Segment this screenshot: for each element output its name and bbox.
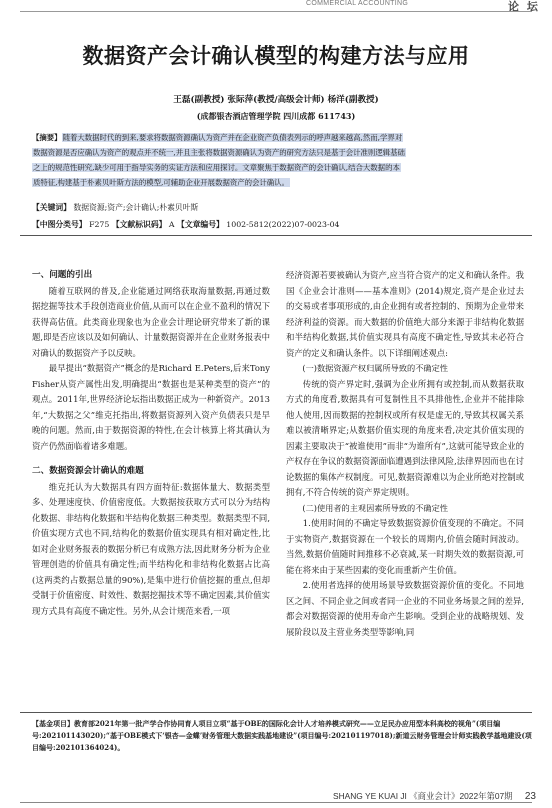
body-paragraph: 传统的资产界定时,强调为企业所拥有或控制,而从数据获取方式的角度看,数据具有可复制性且不具排他性,企业并不能排除他人使用,因而数据的控制权或所有权是虚无的,导致其权属关系难以被清晰界定;从数据价值实现的角度来看,决定其价值实现的因素主要取决于“被谁使用”而非“为谁所有”,这就可能导致企业的产权存在争议的数据资源面临遭遇到法律风险,法律界因而也在讨论数据的集体产权制度。可见,数据资源难以为企业所绝对控制或拥有,不符合传统的资产界定规则。: [286, 378, 524, 497]
section-label: 论 坛: [508, 0, 540, 13]
abstract-rule: [20, 235, 532, 236]
abstract-text: 数据资源是否应确认为资产的观点并不统一,并且主张将数据资源确认为资产的研究方法只是基于会计准则逻辑基础: [33, 148, 405, 157]
page-number: 23: [524, 791, 536, 802]
body-paragraph: 1.使用时间的不确定导致数据资源价值变现的不确定。不同于实物资产,数据资源在一个较长的周期内,价值会随时间波动。当然,数据价值随时间推移不必衰减,某一时期失效的数据资源,可能在将来由于某些因素的变化而重新产生价值。: [286, 518, 524, 575]
abstract-text: 随着大数据时代的到来,要求将数据资源确认为资产并在企业资产负债表列示的呼声越来越高,然而,学界对: [62, 133, 403, 142]
funding-text: 教育部2021年第一批产学合作协同育人项目立项“基于OBE的国际化会计人才培养模式研究——立足民办应用型本科高校的视角”(项目编号:202101143020);“基于OBE模式下‘银杏—金蝶’财务管理大数据实践基地建设”(项目编号:202101197018);新道云财务管理会计师实践教学基地建设(项目编号:202101364024)。: [32, 719, 532, 752]
body-paragraph: 2.使用者选择的使用场景导致数据资源价值的变化。不同地区之间、不同企业之间或者同一企业的不同业务场景之间的差异,都会对数据资源的使用寿命产生影响。受到企业的战略规划、发展阶段以及主营业务类型等影响,同: [286, 580, 524, 637]
keywords-label: 【关键词】: [32, 203, 71, 212]
classification-line: [32, 219, 340, 230]
keywords-text: 数据资源;资产;会计确认;朴素贝叶斯: [73, 203, 199, 212]
body-paragraph: 随着互联网的普及,企业能通过网络获取海量数据,再通过数据挖掘等技术手段创造商业价值,从而可以在企业不盈利的情况下获得高估值。此类商业现象也为企业会计理论研究带来了新的课题,即是否应该以及如何确认、计量数据资源并在企业财务报表中对确认的数据资产予以反映。: [32, 285, 270, 358]
journal-header-en: COMMERCIAL ACCOUNTING: [306, 0, 409, 7]
section-gap: [32, 454, 270, 464]
abstract-line: [32, 162, 401, 173]
funding-rule: [20, 712, 532, 713]
author-affiliation: (成都银杏酒店管理学院 四川成都 611743): [196, 111, 356, 121]
footer-journal-issue: 《商业会计》2022年第07期: [409, 791, 513, 801]
article-title: 数据资产会计确认模型的构建方法与应用: [82, 44, 470, 68]
body-paragraph: 经济资源若要被确认为资产,应当符合资产的定义和确认条件。我国《企业会计准则——基本准则》(2014)规定,资产是企业过去的交易或者事项形成的,由企业拥有或者控制的、预期为企业带来经济利益的资源。而大数据的价值绝大部分来源于非结构化数据和半结构化数据,其价值实现具有高度不确定性,导致其未必符合资产的定义和确认条件。以下详细阐述观点:: [286, 270, 524, 358]
footer-rule: [20, 802, 532, 803]
article-no-label: 【文章编号】: [177, 220, 224, 229]
cls-label: 【中图分类号】: [32, 220, 87, 229]
funding-note: [32, 718, 532, 754]
keywords: [32, 202, 198, 213]
doc-code-label: 【文献标识码】: [111, 220, 167, 229]
footer-journal-pinyin: SHANG YE KUAI JI: [333, 791, 407, 801]
section-heading: 一、问题的引出: [32, 270, 93, 280]
header-rule: [20, 11, 532, 12]
abstract-line: [32, 177, 290, 188]
body-paragraph: 最早提出“数据资产”概念的是Richard E.Peters,后来Tony Fisher从资产属性出发,明确提出“数据也是某种类型的资产”的观点。2011年,世界经济论坛指出数据正成为一种新资产。2013年,“大数据之父”维克托指出,将数据资源列入资产负债表只是早晚的问题。然而,由于数据资源的特性,在会计核算上将其确认为资产仍然面临着诸多难题。: [32, 363, 270, 451]
abstract-block: [20, 130, 532, 196]
abstract-line: [32, 132, 403, 143]
funding-label: 【基金项目】: [32, 719, 74, 728]
abstract-text: 之上的规范性研究,缺少可用于指导实务的实证方法和应用探讨。文章聚焦于数据资产的会计确认,结合大数据的本: [33, 163, 400, 172]
left-column: [32, 268, 270, 619]
cls-value: F275: [89, 220, 110, 229]
right-column: [286, 268, 524, 640]
body-paragraph: 维克托认为大数据具有四方面特征:数据体量大、数据类型多、处理速度快、价值密度低。大数据按获取方式可以分为结构化数据、非结构化数据和半结构化数据三种类型。数据类型不同,价值实现方式也不同,结构化的数据价值实现具有相对确定性,比如对企业财务报表的数据分析已有成熟方法,因此财务分析为企业管理创造的价值具有确定性;而半结构化和非结构化数据占比高(这两类约占数据总量的90%),是集中进行价值挖掘的重点,但却受制于价值密度、时效性、数据挖掘技术等不确定因素,其价值实现方式具有高度不确定性。另外,从会计规范来看,一项: [32, 481, 270, 616]
doc-code-value: A: [168, 220, 175, 229]
page-footer: [333, 790, 536, 802]
abstract-line: [32, 147, 406, 158]
subsection-heading: (一)数据资源产权归属所导致的不确定性: [302, 363, 448, 373]
subsection-heading: (二)使用者的主观因素所导致的不确定性: [302, 502, 448, 513]
abstract-label: 【摘要】: [32, 133, 62, 142]
author-list: 王磊(副教授) 张际萍(教授/高级会计师) 杨洋(副教授): [173, 95, 379, 105]
section-heading: 二、数据资源会计确认的难题: [32, 466, 144, 476]
abstract-text: 质特征,构建基于朴素贝叶斯方法的模型,可辅助企业开展数据资产的会计确认。: [33, 178, 289, 187]
top-bar: [0, 0, 552, 13]
article-no-value: 1002-5812(2022)07-0023-04: [226, 220, 340, 229]
